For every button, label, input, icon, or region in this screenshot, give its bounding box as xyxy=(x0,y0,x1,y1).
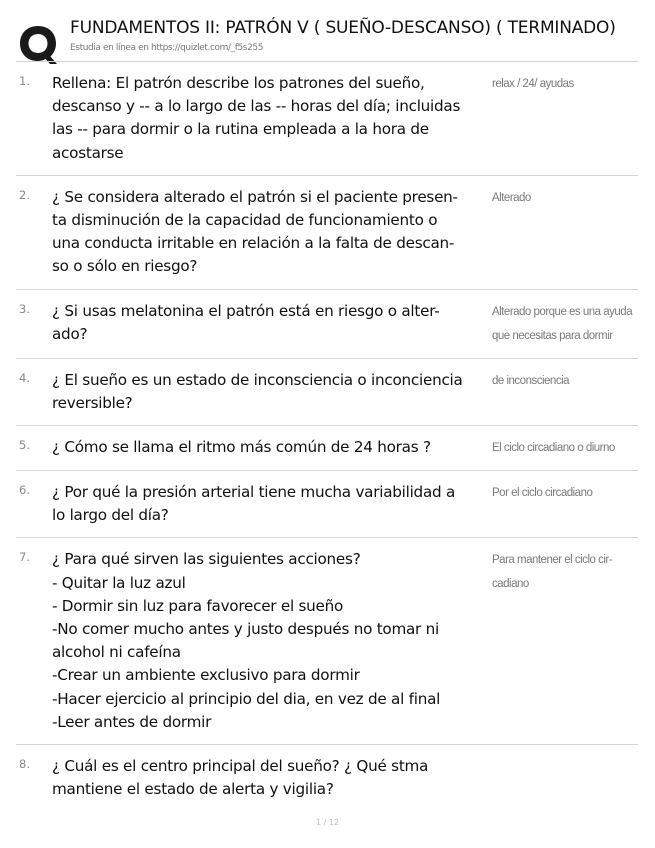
card-question: ¿ Por qué la presión arterial tiene mucha variabilidad a lo largo del día? xyxy=(52,483,456,525)
card-number: 2. xyxy=(19,187,30,202)
quizlet-logo-icon xyxy=(16,22,60,66)
flashcard-row xyxy=(16,358,638,425)
card-question: Rellena: El patrón describe los patrones del sueño, descanso y -- a lo largo de las -- horas del día; incluidas las -- para dormir o la rutina empleada a la hora de acostarse xyxy=(52,74,461,162)
card-answer: Alterado xyxy=(492,191,531,204)
card-question: ¿ Cómo se llama el ritmo más común de 24 horas ? xyxy=(52,438,431,457)
card-number: 5. xyxy=(19,438,30,453)
flashcard-row xyxy=(16,61,638,175)
card-answer: relax / 24/ ayudas xyxy=(492,78,574,90)
card-number: 1. xyxy=(19,74,30,88)
flashcard-list xyxy=(16,61,638,811)
card-answer: El ciclo circadiano o diurno xyxy=(492,442,615,455)
page-header xyxy=(16,16,638,60)
flashcard-row xyxy=(16,537,638,744)
card-question: ¿ Se considera alterado el patrón si el paciente presen- ta disminución de la capacidad de funcionamiento o una conducta irritable en relación a la falta de descan- so o sólo en riesgo? xyxy=(52,187,458,276)
card-number: 8. xyxy=(19,757,30,772)
page-number: 1 / 12 xyxy=(315,818,340,827)
card-answer: de inconsciencia xyxy=(492,374,570,387)
card-question: ¿ El sueño es un estado de inconsciencia o inconciencia reversible? xyxy=(52,370,463,412)
card-number: 6. xyxy=(19,483,30,498)
card-answer xyxy=(488,755,638,801)
card-number: 3. xyxy=(19,301,30,316)
card-number: 4. xyxy=(19,370,30,385)
card-number: 7. xyxy=(19,550,30,565)
flashcard-row xyxy=(16,744,638,811)
flashcard-row xyxy=(16,289,638,358)
flashcard-row xyxy=(16,175,638,289)
card-answer: Para mantener el ciclo cir- cadiano xyxy=(492,554,613,591)
page-title: FUNDAMENTOS II: PATRÓN V ( SUEÑO-DESCANSO) ( TERMINADO) xyxy=(70,18,616,38)
card-question: ¿ Para qué sirven las siguientes acciones? - Quitar la luz azul - Dormir sin luz para favorecer el sueño -No comer mucho antes y justo después no tomar ni alcohol ni cafeína -Crear un ambiente exclusivo para dormir -Hacer ejercicio al principio del dia, en vez de al final -Leer antes de dormir xyxy=(52,550,441,731)
flashcard-row xyxy=(16,470,638,537)
card-answer: Por el ciclo circadiano xyxy=(492,487,593,500)
card-question: ¿ Si usas melatonina el patrón está en riesgo o alter- ado? xyxy=(52,301,440,343)
flashcard-row xyxy=(16,425,638,470)
card-question: ¿ Cuál es el centro principal del sueño? ¿ Qué stma mantiene el estado de alerta y vigilia? xyxy=(52,757,429,799)
card-answer: Alterado porque es una ayuda que necesitas para dormir xyxy=(492,305,633,342)
study-online-link[interactable]: Estudia en línea en https://quizlet.com/_f5s255 xyxy=(70,43,264,53)
